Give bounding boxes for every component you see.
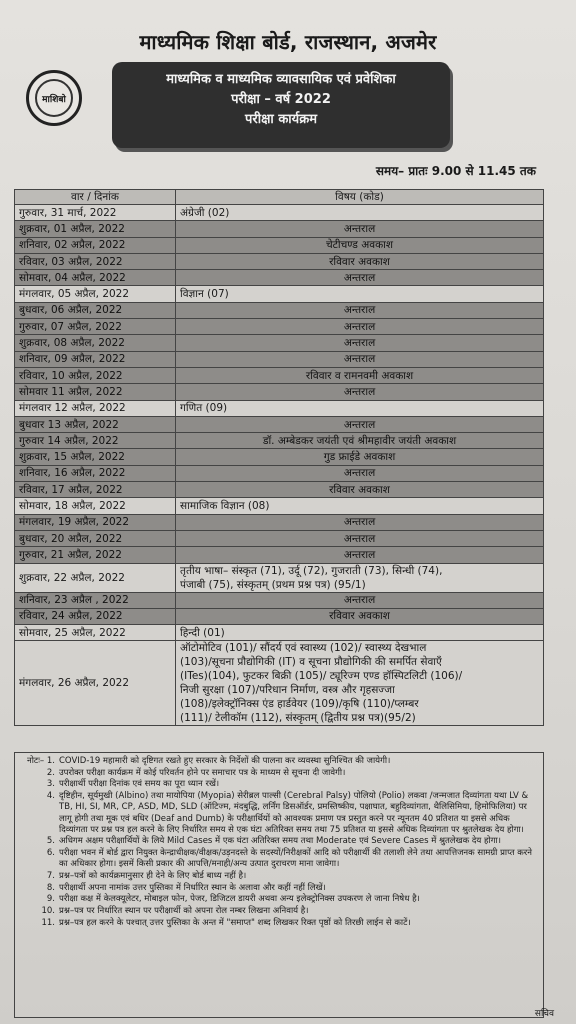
row-date: बुधवार, 06 अप्रैल, 2022 [15,302,176,318]
note-item [21,918,537,929]
note-number [21,768,59,779]
row-subject: गणित (09) [176,400,544,416]
row-date: मंगलवार, 26 अप्रैल, 2022 [15,641,176,726]
note-item [21,848,537,870]
row-subject: सामाजिक विज्ञान (08) [176,498,544,514]
subject-line: तृतीय भाषा– संस्कृत (71), उर्दू (72), गुजराती (73), सिन्धी (74), [180,564,443,577]
schedule-body-26 [15,641,544,726]
note-text: उपरोक्त परीक्षा कार्यक्रम में कोई परिवर्तन होने पर समाचार पत्र के माध्यम से सूचना दी जावेगी। [59,767,346,778]
note-text: प्रश्न–पत्र हल करने के पश्चात् उत्तर पुस्तिका के अन्त में "समाप्त" शब्द लिखकर रिक्त पृष्ठों को तिरछी लाईन से काटें। [59,917,411,928]
subject-line: (111)/ टेलीकॉम (112), संस्कृतम् (द्वितीय प्रश्न पत्र)(95/2) [180,712,416,725]
table-row [15,563,544,592]
column-header-date: वार / दिनांक [15,190,176,205]
table-row [15,608,544,624]
row-subject: अन्तराल [176,302,544,318]
note-text: दृष्टिहीन, सूर्यमुखी (Albino) तथा मायोपिया (Myopia) सेरीब्रल पाल्सी (Cerebral Palsy) पोलियो (Polio) लकवा /जन्मजात दिव्यांगता यथा LV & TB, HI, SI, MR, CP, ASD, MD, SLD (ऑटिज्म, मंदबुद्धि, लर्निंग डिसऑर्डर, प्रमस्तिष्कीय, पक्षाघात, बहुदिव्यांगता, थैलिसिमिया, हिमोफिलिया) पर लागू होगी तथा मूक एवं बधिर (Deaf and Dumb) के परीक्षार्थियों को आवश्यक प्रमाण पत्र प्रस्तुत करने पर न्यूनतम 40 प्रतिशत या इससे अधिक दिव्यांगता पर प्रश्न पत्र हल करने के लिए निर्धारित समय से एक घंटा अतिरिक्त समय तथा 75 प्रतिशत या इससे अधिक दिव्यांगता पर श्रुतलेखक देय होगा। [59,791,529,835]
row-date: शनिवार, 23 अप्रैल , 2022 [15,592,176,608]
note-number-value: 6. [46,848,55,859]
row-subject: रविवार अवकाश [176,253,544,269]
row-subject: अन्तराल [176,384,544,400]
row-date: मंगलवार, 19 अप्रैल, 2022 [15,514,176,530]
logo-emblem: माशिबो [35,79,73,117]
subject-line: पंजाबी (75), संस्कृतम् (प्रथम प्रश्न पत्र) (95/1) [180,578,366,591]
note-number [21,894,59,905]
note-number [21,871,59,882]
table-row [15,400,544,416]
subject-line: निजी सुरक्षा (107)/परिधान निर्माण, वस्त्र और गृहसज्जा [180,684,395,697]
row-subject: रविवार अवकाश [176,608,544,624]
banner-line-3: परीक्षा कार्यक्रम [245,112,317,127]
subject-line: (ITes)(104), फुटकर बिक्री (105)/ ट्यूरिज्म एण्ड हॉस्पिटलिटी (106)/ [180,670,463,683]
row-date: सोमवार 11 अप्रैल, 2022 [15,384,176,400]
note-number [21,791,59,836]
subject-line: (103)/सूचना प्रौद्योगिकी (IT) व सूचना प्रौद्योगिकी की समर्पित सेवाएँ [180,656,442,669]
note-item [21,894,537,905]
table-row [15,237,544,253]
table-header-row [15,190,544,205]
note-item [21,779,537,790]
note-number-value: 7. [46,871,55,882]
note-item [21,756,537,767]
row-date: शनिवार, 09 अप्रैल, 2022 [15,351,176,367]
row-subject: अन्तराल [176,416,544,432]
row-date: रविवार, 10 अप्रैल, 2022 [15,367,176,383]
table-row [15,367,544,383]
row-date: शुक्रवार, 22 अप्रैल, 2022 [15,563,176,592]
note-text: परीक्षा कक्ष में केलक्यूलेटर, मोबाइल फोन, पेजर, डिजिटल डायरी अथवा अन्य इलेक्ट्रोनिक्स उपकरण ले जाना निषेध है। [59,894,420,905]
note-item [21,906,537,917]
row-subject: अन्तराल [176,221,544,237]
row-date: रविवार, 17 अप्रैल, 2022 [15,482,176,498]
row-date: बुधवार, 20 अप्रैल, 2022 [15,530,176,546]
row-subject: अन्तराल [176,319,544,335]
table-row [15,498,544,514]
exam-schedule-table [14,189,544,726]
row-subject: अन्तराल [176,335,544,351]
exam-time: समय– प्रातः 9.00 से 11.45 तक [375,164,536,178]
schedule-body-b [15,592,544,641]
table-row [15,253,544,269]
note-text: प्रश्न–पत्र पर निर्धारित स्थान पर परीक्षार्थी को अपना रोल नम्बर लिखना अनिवार्य है। [59,906,309,917]
note-number-value: 8. [46,882,55,893]
table-row [15,221,544,237]
row-date: गुरुवार, 21 अप्रैल, 2022 [15,547,176,563]
row-date: शनिवार, 02 अप्रैल, 2022 [15,237,176,253]
table-row [15,335,544,351]
table-row [15,530,544,546]
note-number-value: 11. [41,917,55,928]
note-number-value: 3. [46,779,55,790]
table-row [15,625,544,641]
note-text: परीक्षा भवन में बोर्ड द्वारा नियुक्त केन्द्राधीक्षक/वीक्षक/उड़नदस्ते के सदस्यों/निरीक्षकों आदि को परीक्षार्थी की तलाशी लेने तथा आपत्तिजनक सामग्री प्राप्त करने का अधिकार होगा। इसमें किसी प्रकार की आपत्ति/मनाही/अन्य उत्पात दुराचरण माना जावेगा। [59,848,532,870]
note-text: परीक्षार्थी परीक्षा दिनांक एवं समय का पूरा ध्यान रखें। [59,779,220,790]
row-subject: अन्तराल [176,270,544,286]
table-row [15,416,544,432]
row-subject: रविवार अवकाश [176,482,544,498]
table-row [15,205,544,221]
row-date: गुरुवार, 31 मार्च, 2022 [15,205,176,221]
note-number [21,756,59,767]
note-number [21,883,59,894]
note-number [21,836,59,847]
row-date: गुरुवार, 07 अप्रैल, 2022 [15,319,176,335]
row-subject: अन्तराल [176,351,544,367]
table-row [15,384,544,400]
table-row [15,641,544,726]
row-subject: अन्तराल [176,547,544,563]
row-date: शुक्रवार, 08 अप्रैल, 2022 [15,335,176,351]
notes-section [14,752,544,1018]
table-row [15,465,544,481]
row-date: शुक्रवार, 01 अप्रैल, 2022 [15,221,176,237]
row-date: शुक्रवार, 15 अप्रैल, 2022 [15,449,176,465]
note-number-value: 9. [46,894,55,905]
row-date: शनिवार, 16 अप्रैल, 2022 [15,465,176,481]
note-number [21,906,59,917]
table-row [15,514,544,530]
row-subject: अन्तराल [176,592,544,608]
note-text: अधिगम अक्षम परीक्षार्थियों के लिये Mild Cases में एक घंटा अतिरिक्त समय तथा Moderate एवं Severe Cases में श्रुतलेखक देय होगा। [59,836,501,847]
note-number [21,779,59,790]
table-row [15,547,544,563]
schedule-body-22 [15,563,544,592]
table-row [15,270,544,286]
note-item [21,871,537,882]
note-number-value: 2. [46,767,55,778]
schedule-body-a [15,205,544,564]
board-logo-icon [26,70,82,126]
note-number-value: 5. [46,836,55,847]
row-date: मंगलवार 12 अप्रैल, 2022 [15,400,176,416]
row-date: रविवार, 03 अप्रैल, 2022 [15,253,176,269]
row-subject [176,641,544,726]
table-row [15,449,544,465]
row-subject: अन्तराल [176,530,544,546]
row-subject: अन्तराल [176,514,544,530]
subject-line: (108)/इलेक्ट्रॉनिक्स एंड हार्डवेयर (109)/कृषि (110)/प्लम्बर [180,698,419,711]
note-item [21,791,537,836]
exam-banner [112,62,450,148]
row-date: सोमवार, 18 अप्रैल, 2022 [15,498,176,514]
row-date: बुधवार 13 अप्रैल, 2022 [15,416,176,432]
row-subject: हिन्दी (01) [176,625,544,641]
row-date: गुरुवार 14 अप्रैल, 2022 [15,433,176,449]
note-number [21,848,59,870]
banner-line-1: माध्यमिक व माध्यमिक व्यावसायिक एवं प्रवेशिका [166,72,396,87]
row-subject: अंग्रेजी (02) [176,205,544,221]
note-number-value: 1. [46,756,55,766]
notes-label: नोटः– [27,756,45,766]
row-subject: डॉ. अम्बेडकर जयंती एवं श्रीमहावीर जयंती अवकाश [176,433,544,449]
board-title: माध्यमिक शिक्षा बोर्ड, राजस्थान, अजमेर [139,30,437,54]
row-subject: अन्तराल [176,465,544,481]
table-row [15,351,544,367]
row-date: रविवार, 24 अप्रैल, 2022 [15,608,176,624]
row-subject: चेटीचण्ड अवकाश [176,237,544,253]
note-text: प्रश्न–पत्रों को कार्यक्रमानुसार ही देने के लिए बोर्ड बाध्य नहीं है। [59,871,247,882]
row-date: सोमवार, 25 अप्रैल, 2022 [15,625,176,641]
row-date: सोमवार, 04 अप्रैल, 2022 [15,270,176,286]
note-text: COVID-19 महामारी को दृष्टिगत रखते हुए सरकार के निर्देशों की पालना कर व्यवस्था सुनिश्चित की जायेगी। [59,756,391,766]
row-subject: गुड फ्राईडे अवकाश [176,449,544,465]
note-number-value: 4. [46,791,55,802]
secretary-signature: सचिव [534,1009,554,1019]
row-subject: रविवार व रामनवमी अवकाश [176,367,544,383]
table-row [15,286,544,302]
table-row [15,482,544,498]
note-number-value: 10. [41,906,55,917]
table-row [15,319,544,335]
note-item [21,768,537,779]
row-date: मंगलवार, 05 अप्रैल, 2022 [15,286,176,302]
table-row [15,302,544,318]
note-item [21,883,537,894]
table-row [15,592,544,608]
row-subject [176,563,544,592]
banner-line-2: परीक्षा – वर्ष 2022 [231,92,331,107]
table-row [15,433,544,449]
note-number [21,918,59,929]
column-header-subject: विषय (कोड) [176,190,544,205]
note-item [21,836,537,847]
note-text: परीक्षार्थी अपना नामांक उत्तर पुस्तिका में निर्धारित स्थान के अलावा और कहीं नहीं लिखें। [59,882,326,893]
row-subject: विज्ञान (07) [176,286,544,302]
subject-line: ऑटोमोटिव (101)/ सौंदर्य एवं स्वास्थ्य (102)/ स्वास्थ्य देखभाल [180,642,427,655]
